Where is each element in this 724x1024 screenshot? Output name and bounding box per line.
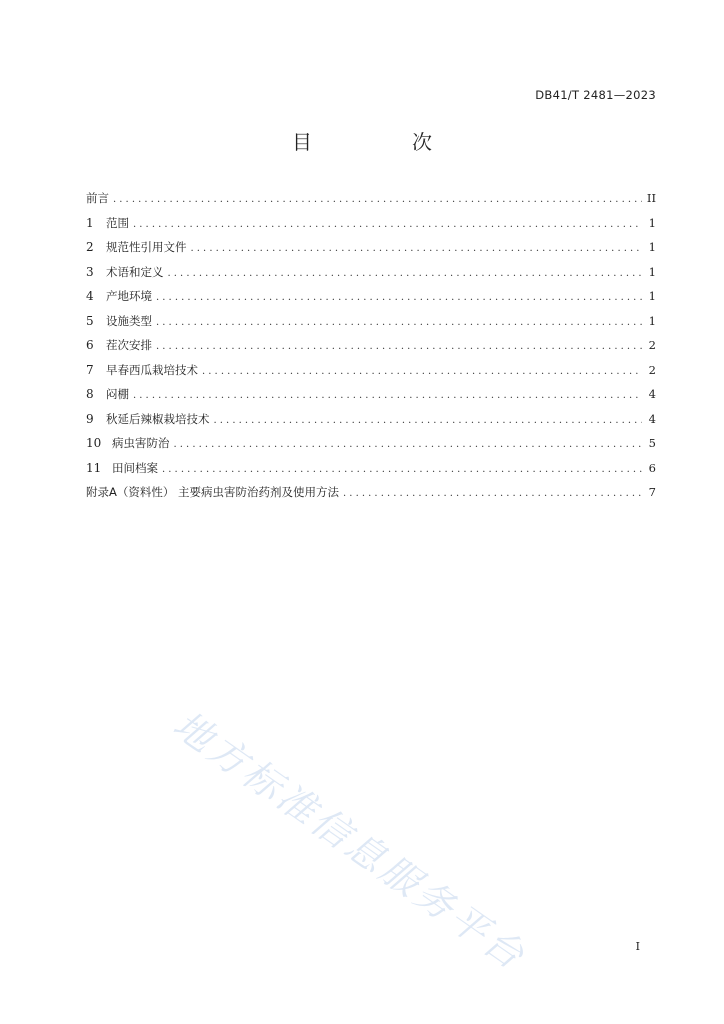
toc-page: 1 <box>648 313 656 328</box>
watermark: 地方标准信息服务平台 <box>165 702 535 980</box>
toc-entry-8[interactable] <box>86 386 656 411</box>
toc-leader-dots <box>133 390 642 401</box>
toc-leader-dots <box>202 366 642 377</box>
toc-page: II <box>646 191 656 205</box>
toc-page: 4 <box>648 411 656 426</box>
toc-label: 设施类型 <box>106 313 152 328</box>
toc-number: 7 <box>86 362 94 377</box>
toc-label: 范围 <box>106 215 129 230</box>
toc-entry-appendix-a[interactable] <box>86 484 656 509</box>
toc-label: 产地环境 <box>106 289 152 303</box>
toc-label: 秋延后辣椒栽培技术 <box>106 411 210 426</box>
toc-number: 1 <box>86 215 94 230</box>
toc-page: 1 <box>648 289 656 303</box>
page-title: 目 次 <box>292 130 472 154</box>
standard-code: DB41/T 2481—2023 <box>535 88 656 102</box>
toc-entry-11[interactable] <box>86 460 656 485</box>
toc-entry-2[interactable] <box>86 239 656 264</box>
toc-entry-4[interactable] <box>86 288 656 313</box>
toc-number: 10 <box>86 436 102 450</box>
toc-label: 闷棚 <box>106 387 129 401</box>
toc-entry-6[interactable] <box>86 337 656 362</box>
toc-entry-7[interactable] <box>86 362 656 387</box>
toc-page: 2 <box>648 338 656 352</box>
toc-entry-foreword[interactable] <box>86 190 656 215</box>
toc-page: 2 <box>648 362 656 377</box>
toc-label: 早春西瓜栽培技术 <box>106 362 198 377</box>
toc-label: 术语和定义 <box>106 264 164 279</box>
toc-number: 2 <box>86 240 94 254</box>
toc-label: 附录A（资料性） 主要病虫害防治药剂及使用方法 <box>86 485 340 499</box>
table-of-contents <box>86 190 656 509</box>
toc-label: 前言 <box>86 191 109 205</box>
toc-page: 6 <box>648 460 656 475</box>
page-number: I <box>635 940 640 953</box>
toc-leader-dots <box>168 268 643 279</box>
toc-page: 1 <box>648 264 656 279</box>
toc-leader-dots <box>343 488 642 499</box>
toc-page: 1 <box>648 215 656 230</box>
toc-entry-5[interactable] <box>86 313 656 338</box>
toc-number: 11 <box>86 460 102 475</box>
toc-leader-dots <box>191 243 643 254</box>
toc-leader-dots <box>156 317 642 328</box>
toc-leader-dots <box>156 341 642 352</box>
toc-page: 7 <box>648 485 656 499</box>
toc-page: 5 <box>648 436 656 450</box>
toc-leader-dots <box>156 292 642 303</box>
toc-label: 茬次安排 <box>106 338 152 352</box>
toc-page: 1 <box>648 240 656 254</box>
toc-entry-10[interactable] <box>86 435 656 460</box>
toc-entry-9[interactable] <box>86 411 656 436</box>
toc-number: 4 <box>86 289 94 303</box>
toc-entry-1[interactable] <box>86 215 656 240</box>
toc-number: 5 <box>86 313 94 328</box>
toc-page: 4 <box>648 387 656 401</box>
toc-leader-dots <box>174 439 643 450</box>
toc-leader-dots <box>113 194 642 205</box>
toc-leader-dots <box>133 219 642 230</box>
toc-number: 8 <box>86 387 94 401</box>
toc-number: 6 <box>86 338 94 352</box>
toc-leader-dots <box>162 464 642 475</box>
toc-label: 规范性引用文件 <box>106 240 187 254</box>
toc-label: 病虫害防治 <box>112 436 170 450</box>
toc-number: 3 <box>86 264 94 279</box>
toc-number: 9 <box>86 411 94 426</box>
toc-leader-dots <box>214 415 643 426</box>
toc-label: 田间档案 <box>112 460 158 475</box>
toc-entry-3[interactable] <box>86 264 656 289</box>
